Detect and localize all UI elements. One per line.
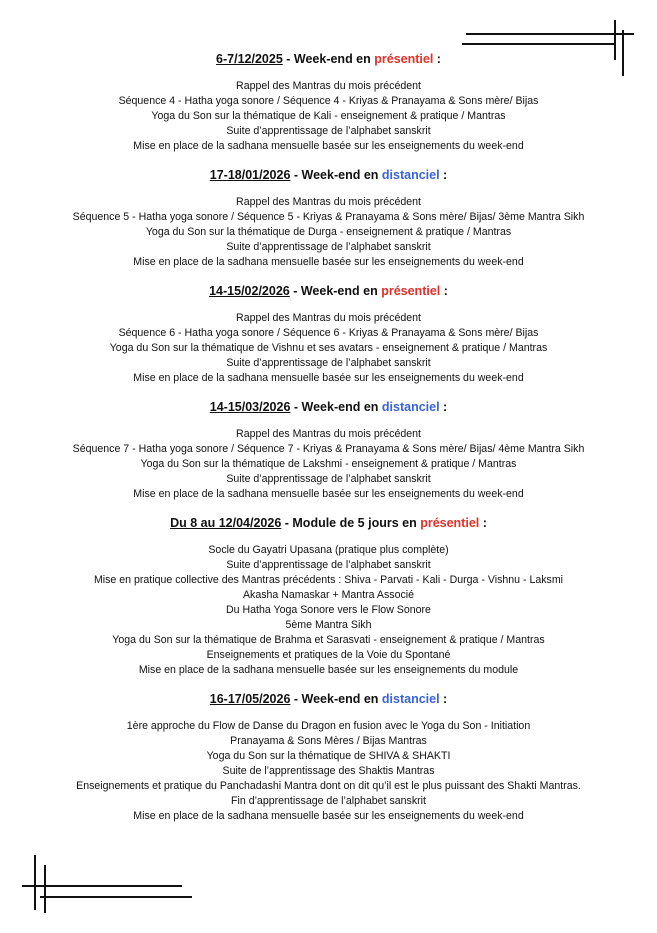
section-mode: présentiel (374, 52, 434, 66)
section-line: 1ère approche du Flow de Danse du Dragon en fusion avec le Yoga du Son - Initiation (126, 720, 531, 732)
schedule-section (0, 282, 657, 386)
schedule-section (0, 690, 657, 824)
section-heading (0, 690, 657, 708)
section-date: 14-15/02/2026 (209, 284, 290, 298)
section-line: Yoga du Son sur la thématique de Brahma et Sarasvati - enseignement & pratique / Mantras (112, 634, 545, 646)
section-title: - Module de 5 jours en (281, 516, 421, 530)
section-line: Séquence 7 - Hatha yoga sonore / Séquence 7 - Kriyas & Pranayama & Sons mère/ Bijas/ 4ème Mantra Sikh (72, 443, 585, 455)
section-suffix: : (439, 400, 448, 414)
section-mode: présentiel (420, 516, 480, 530)
section-line: Enseignements et pratiques de la Voie du Spontané (206, 649, 451, 661)
section-line: Suite d’apprentissage de l’alphabet sanskrit (226, 125, 431, 137)
corner-line-vertical-3 (34, 855, 36, 910)
schedule-section (0, 398, 657, 502)
schedule-section (0, 166, 657, 270)
section-line: Pranayama & Sons Mères / Bijas Mantras (230, 735, 427, 747)
corner-line-bottom-1 (22, 885, 182, 887)
corner-line-top-2 (462, 43, 614, 45)
section-line: Mise en place de la sadhana mensuelle basée sur les enseignements du week-end (133, 488, 524, 500)
section-title: - Week-end en (290, 400, 382, 414)
section-heading (0, 50, 657, 68)
section-line: Akasha Namaskar + Mantra Associé (242, 589, 415, 601)
section-suffix: : (440, 284, 448, 298)
section-line: Rappel des Mantras du mois précédent (236, 428, 421, 440)
section-mode: distanciel (381, 400, 440, 414)
section-line: Enseignements et pratique du Panchadashi Mantra dont on dit qu’il est le plus puissant des Shakti Mantras. (76, 780, 581, 792)
section-line: 5ème Mantra Sikh (285, 619, 372, 631)
section-line: Mise en place de la sadhana mensuelle basée sur les enseignements du week-end (133, 140, 524, 152)
section-line: Yoga du Son sur la thématique de SHIVA & SHAKTI (206, 750, 451, 762)
section-mode: distanciel (381, 692, 440, 706)
section-date: Du 8 au 12/04/2026 (170, 516, 282, 530)
section-line: Suite d’apprentissage de l’alphabet sanskrit (226, 241, 431, 253)
section-line: Rappel des Mantras du mois précédent (236, 196, 421, 208)
section-line: Socle du Gayatri Upasana (pratique plus complète) (208, 544, 449, 556)
section-line: Séquence 5 - Hatha yoga sonore / Séquence 5 - Kriyas & Pranayama & Sons mère/ Bijas/ 3ème Mantra Sikh (72, 211, 585, 223)
section-suffix: : (479, 516, 487, 530)
section-title: - Week-end en (290, 692, 382, 706)
corner-line-top-1 (466, 33, 634, 35)
section-date: 16-17/05/2026 (209, 692, 291, 706)
section-line: Yoga du Son sur la thématique de Vishnu et ses avatars - enseignement & pratique / Mantras (109, 342, 548, 354)
section-heading (0, 166, 657, 184)
corner-line-vertical-4 (44, 865, 46, 913)
section-line: Mise en pratique collective des Mantras précédents : Shiva - Parvati - Kali - Durga - Vishnu - Laksmi (93, 574, 564, 586)
section-line: Suite de l’apprentissage des Shaktis Mantras (222, 765, 435, 777)
section-line: Mise en place de la sadhana mensuelle basée sur les enseignements du week-end (133, 256, 524, 268)
schedule-section (0, 50, 657, 154)
section-suffix: : (433, 52, 441, 66)
section-heading (0, 398, 657, 416)
schedule-section (0, 514, 657, 678)
section-line: Mise en place de la sadhana mensuelle basée sur les enseignements du module (138, 664, 519, 676)
section-line: Mise en place de la sadhana mensuelle basée sur les enseignements du week-end (133, 810, 524, 822)
section-heading (0, 514, 657, 532)
section-suffix: : (439, 168, 448, 182)
section-line: Fin d’apprentissage de l’alphabet sanskrit (231, 795, 426, 807)
section-date: 14-15/03/2026 (209, 400, 291, 414)
section-line: Rappel des Mantras du mois précédent (236, 312, 421, 324)
section-suffix: : (439, 692, 448, 706)
section-line: Rappel des Mantras du mois précédent (236, 80, 421, 92)
section-title: - Week-end en (289, 284, 382, 298)
section-mode: présentiel (381, 284, 441, 298)
section-line: Yoga du Son sur la thématique de Durga - enseignement & pratique / Mantras (145, 226, 512, 238)
section-title: - Week-end en (282, 52, 375, 66)
section-line: Séquence 6 - Hatha yoga sonore / Séquence 6 - Kriyas & Pranayama & Sons mère/ Bijas (118, 327, 539, 339)
section-line: Du Hatha Yoga Sonore vers le Flow Sonore (226, 604, 431, 616)
section-heading (0, 282, 657, 300)
section-line: Yoga du Son sur la thématique de Lakshmi - enseignement & pratique / Mantras (140, 458, 517, 470)
section-title: - Week-end en (290, 168, 382, 182)
program-schedule (0, 50, 657, 836)
section-line: Séquence 4 - Hatha yoga sonore / Séquence 4 - Kriyas & Pranayama & Sons mère/ Bijas (118, 95, 539, 107)
section-line: Yoga du Son sur la thématique de Kali - enseignement & pratique / Mantras (151, 110, 506, 122)
section-date: 6-7/12/2025 (216, 52, 283, 66)
section-line: Suite d’apprentissage de l’alphabet sanskrit (226, 357, 431, 369)
section-mode: distanciel (381, 168, 440, 182)
section-date: 17-18/01/2026 (209, 168, 291, 182)
section-line: Suite d’apprentissage de l’alphabet sanskrit (226, 559, 431, 571)
section-line: Suite d’apprentissage de l’alphabet sanskrit (226, 473, 431, 485)
corner-line-bottom-2 (40, 896, 192, 898)
section-line: Mise en place de la sadhana mensuelle basée sur les enseignements du week-end (133, 372, 524, 384)
